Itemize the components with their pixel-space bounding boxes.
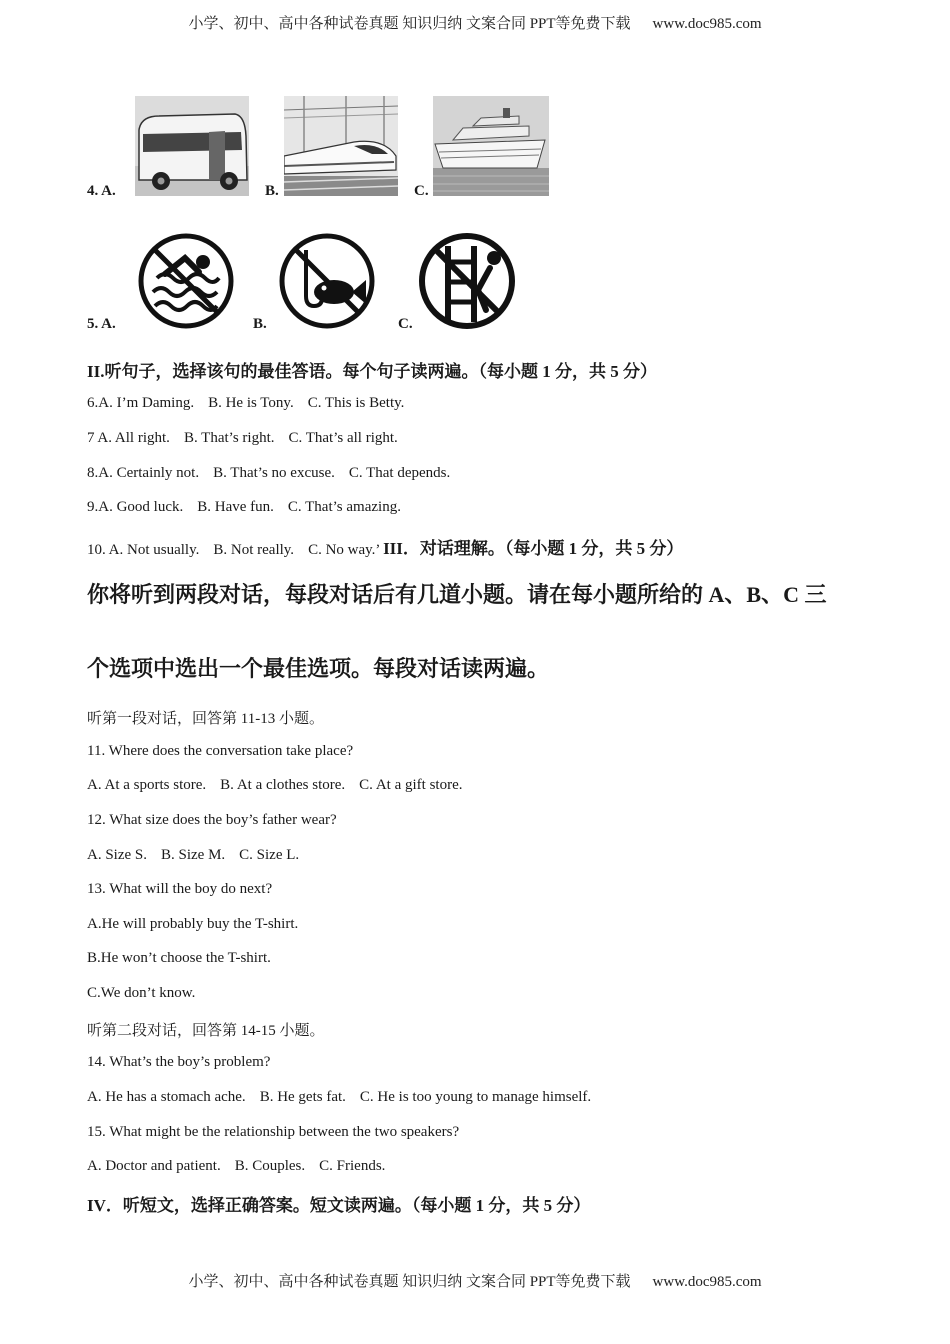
no-climbing-icon (416, 230, 518, 332)
question-11-options (87, 777, 462, 794)
no-swimming-icon (135, 230, 237, 332)
q12-option-a: A. Size S. (87, 847, 147, 863)
section-2-heading: II.听句子，选择该句的最佳答语。每个句子读两遍。（每小题 1 分，共 5 分） (87, 362, 657, 381)
q9-option-c: C. That’s amazing. (287, 499, 401, 515)
q13-option-b: B.He won’t choose the T-shirt. (87, 950, 271, 966)
q10-option-c: C. No way.’ (308, 542, 380, 558)
section-3-intro-line-2: 个选项中选出一个最佳选项。每段对话读两遍。 (87, 656, 550, 681)
q7-option-b: B. That’s right. (183, 430, 275, 446)
footer-site: www.doc985.com (652, 1274, 762, 1290)
question-6 (87, 395, 404, 412)
q11-option-c: C. At a gift store. (359, 777, 463, 793)
q10-option-a: 10. A. Not usually. (87, 542, 200, 558)
q4-option-b: B. (265, 183, 279, 199)
dialog-1-instruction: 听第一段对话，回答第 11-13 小题。 (87, 711, 324, 727)
question-9 (87, 499, 401, 516)
q8-option-b: B. That’s no excuse. (213, 465, 335, 481)
q13-option-c: C.We don’t know. (87, 985, 196, 1001)
q11-option-b: B. At a clothes store. (220, 777, 346, 793)
bus-picture (135, 96, 249, 196)
header-title: 小学、初中、高中各种试卷真题 知识归纳 文案合同 PPT等免费下载 (188, 16, 631, 32)
question-12: 12. What size does the boy’s father wear? (87, 812, 337, 828)
q14-option-a: A. He has a stomach ache. (87, 1089, 246, 1105)
q15-option-b: B. Couples. (234, 1158, 306, 1174)
q11-option-a: A. At a sports store. (87, 777, 207, 793)
question-15: 15. What might be the relationship between the two speakers? (87, 1124, 460, 1140)
q6-option-a: 6.A. I’m Daming. (87, 395, 195, 411)
q4-option-c: C. (414, 183, 429, 199)
q6-option-c: C. This is Betty. (307, 395, 405, 411)
question-14-options (87, 1089, 591, 1106)
question-12-options (87, 847, 299, 864)
page-footer (0, 1270, 950, 1291)
q15-option-c: C. Friends. (319, 1158, 386, 1174)
q8-option-c: C. That depends. (348, 465, 451, 481)
q10-option-b: B. Not really. (213, 542, 295, 558)
section-4-heading: IV．听短文，选择正确答案。短文读两遍。（每小题 1 分，共 5 分） (87, 1196, 591, 1215)
q14-option-b: B. He gets fat. (259, 1089, 346, 1105)
ship-picture (433, 96, 549, 196)
question-11: 11. Where does the conversation take place? (87, 743, 354, 759)
q7-option-a: 7 A. All right. (87, 430, 170, 446)
page-header (0, 12, 950, 33)
q15-option-a: A. Doctor and patient. (87, 1158, 221, 1174)
q9-option-b: B. Have fun. (197, 499, 274, 515)
dialog-2-instruction: 听第二段对话，回答第 14-15 小题。 (87, 1023, 325, 1039)
q5-option-c: C. (398, 316, 413, 332)
q12-option-b: B. Size M. (161, 847, 226, 863)
q13-option-a: A.He will probably buy the T-shirt. (87, 916, 299, 932)
q5-option-b: B. (253, 316, 267, 332)
q5-label: 5. A. (87, 316, 116, 332)
section-3-heading: III．对话理解。（每小题 1 分，共 5 分） (383, 539, 684, 558)
question-15-options (87, 1158, 385, 1175)
footer-title: 小学、初中、高中各种试卷真题 知识归纳 文案合同 PPT等免费下载 (188, 1274, 631, 1290)
q12-option-c: C. Size L. (239, 847, 300, 863)
question-10 (87, 534, 683, 559)
q4-label: 4. A. (87, 183, 116, 199)
q8-option-a: 8.A. Certainly not. (87, 465, 200, 481)
q6-option-b: B. He is Tony. (208, 395, 294, 411)
question-7 (87, 430, 398, 447)
section-3-intro-line-1: 你将听到两段对话，每段对话后有几道小题。请在每小题所给的 A、B、C 三 (87, 582, 827, 607)
q14-option-c: C. He is too young to manage himself. (359, 1089, 592, 1105)
q7-option-c: C. That’s all right. (288, 430, 398, 446)
train-picture (284, 96, 398, 196)
question-13: 13. What will the boy do next? (87, 881, 273, 897)
question-8 (87, 465, 450, 482)
question-14: 14. What’s the boy’s problem? (87, 1054, 271, 1070)
header-site: www.doc985.com (652, 16, 762, 32)
q9-option-a: 9.A. Good luck. (87, 499, 184, 515)
no-fishing-icon (276, 230, 378, 332)
